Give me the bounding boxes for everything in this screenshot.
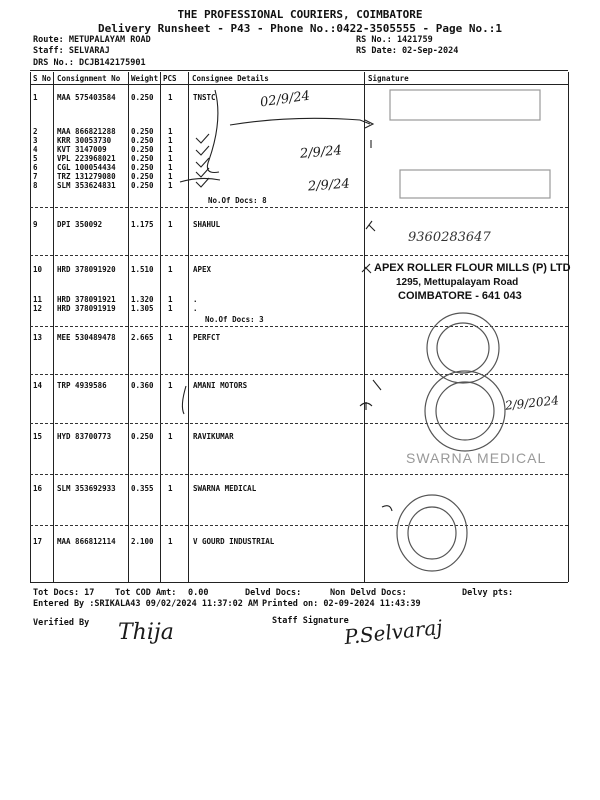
row-consignment: MAA 866821288 — [57, 127, 116, 136]
header-weight: Weight — [131, 74, 159, 83]
row-consignment: MAA 866812114 — [57, 537, 116, 546]
row-pcs: 1 — [168, 484, 173, 493]
row-consignee: . — [193, 304, 198, 313]
group-doc-count: No.Of Docs: 3 — [205, 315, 264, 324]
stamp-ring — [397, 495, 467, 571]
row-weight: 0.250 — [131, 145, 154, 154]
row-pcs: 1 — [168, 127, 173, 136]
table-top-rule — [30, 70, 568, 71]
handwritten-phone: 9360283647 — [408, 230, 491, 245]
row-consignment: HYD 83700773 — [57, 432, 112, 441]
row-consignment: MEE 530489478 — [57, 333, 116, 342]
row-separator — [30, 525, 568, 526]
row-weight: 1.175 — [131, 220, 154, 229]
row-weight: 0.250 — [131, 154, 154, 163]
row-separator — [30, 423, 568, 424]
row-pcs: 1 — [168, 145, 173, 154]
total-cod-value: 0.00 — [188, 588, 209, 598]
rs-date: RS Date: 02-Sep-2024 — [356, 46, 459, 56]
row-weight: 0.250 — [131, 172, 154, 181]
header-signature: Signature — [368, 74, 409, 83]
row-weight: 1.510 — [131, 265, 154, 274]
row-sno: 13 — [33, 333, 43, 342]
row-sno: 6 — [33, 163, 38, 172]
apex-stamp-line2: 1295, Mettupalayam Road — [396, 277, 519, 288]
row-consignee: . — [193, 295, 198, 304]
row-consignee: V GOURD INDUSTRIAL — [193, 537, 275, 546]
row-sno: 4 — [33, 145, 38, 154]
row-sno: 14 — [33, 381, 43, 390]
row-sno: 3 — [33, 136, 38, 145]
row-sno: 17 — [33, 537, 43, 546]
row-weight: 0.250 — [131, 127, 154, 136]
row-weight: 0.250 — [131, 432, 154, 441]
row-sno: 1 — [33, 93, 38, 102]
drs-number: DRS No.: DCJB142175901 — [33, 58, 146, 68]
non-delivered-docs: Non Delvd Docs: — [330, 588, 407, 598]
rs-number: RS No.: 1421759 — [356, 35, 433, 45]
entered-by: Entered By :SRIKALA43 09/02/2024 11:37:02 AM — [33, 599, 259, 609]
table-header-rule — [30, 84, 568, 85]
table-bottom-rule — [30, 582, 568, 583]
header-sno: S No — [33, 74, 52, 83]
row-consignee: AMANI MOTORS — [193, 381, 248, 390]
tick-mark — [196, 178, 209, 187]
row-consignment: MAA 575403584 — [57, 93, 116, 102]
route-label: Route: METUPALAYAM ROAD — [33, 35, 151, 45]
cross-mark — [366, 221, 375, 231]
row-consignment: TRZ 131279080 — [57, 172, 116, 181]
tick-mark — [196, 146, 209, 155]
row-pcs: 1 — [168, 172, 173, 181]
row-weight: 0.250 — [131, 181, 154, 190]
row-pcs: 1 — [168, 93, 173, 102]
apex-stamp-line3: COIMBATORE - 641 043 — [398, 290, 522, 302]
row-weight: 0.250 — [131, 93, 154, 102]
row-consignment: HRD 378091919 — [57, 304, 116, 313]
row-sno: 8 — [33, 181, 38, 190]
staff-signature: P.Selvaraj — [343, 614, 444, 650]
row-sno: 10 — [33, 265, 43, 274]
col-divider — [568, 72, 569, 582]
group-doc-count: No.Of Docs: 8 — [208, 196, 267, 205]
row-pcs: 1 — [168, 381, 173, 390]
row-consignee: SHAHUL — [193, 220, 221, 229]
row-weight: 0.360 — [131, 381, 154, 390]
arrow-head — [365, 120, 373, 128]
row-weight: 0.250 — [131, 136, 154, 145]
col-divider — [128, 72, 129, 582]
arrow-stroke — [180, 178, 220, 182]
row-weight: 0.250 — [131, 163, 154, 172]
col-divider — [188, 72, 189, 582]
row-consignee: APEX — [193, 265, 212, 274]
row-consignment: TRP 4939586 — [57, 381, 107, 390]
row-consignment: SLM 353624831 — [57, 181, 116, 190]
handwritten-date: 2/9/2024 — [504, 393, 560, 413]
brace-stroke — [207, 90, 219, 173]
cross-mark — [360, 402, 372, 410]
printed-on: Printed on: 02-09-2024 11:43:39 — [262, 599, 421, 609]
row-weight: 1.305 — [131, 304, 154, 313]
row-separator — [30, 207, 568, 208]
header-consignment: Consignment No — [57, 74, 121, 83]
row-weight: 2.665 — [131, 333, 154, 342]
row-sno: 2 — [33, 127, 38, 136]
staff-label: Staff: SELVARAJ — [33, 46, 110, 56]
stamp-ring — [425, 371, 505, 451]
header-pcs: PCS — [163, 74, 177, 83]
row-pcs: 1 — [168, 154, 173, 163]
row-consignment: KVT 3147009 — [57, 145, 107, 154]
tick-mark — [196, 158, 209, 167]
col-divider — [30, 72, 31, 582]
swarna-stamp: SWARNA MEDICAL — [406, 450, 547, 466]
row-pcs: 1 — [168, 333, 173, 342]
row-sno: 12 — [33, 304, 43, 313]
row-pcs: 1 — [168, 537, 173, 546]
row-consignment: VPL 223968021 — [57, 154, 116, 163]
tick-mark — [196, 134, 209, 143]
row-weight: 0.355 — [131, 484, 154, 493]
tick-mark — [196, 168, 209, 177]
row-consignment: DPI 350092 — [57, 220, 103, 229]
row-sno: 11 — [33, 295, 43, 304]
row-separator — [30, 474, 568, 475]
verified-by-label: Verified By — [33, 618, 90, 628]
row-separator — [30, 326, 568, 327]
verifier-signature: Thija — [118, 620, 174, 645]
row-sno: 7 — [33, 172, 38, 181]
row-sno: 15 — [33, 432, 43, 441]
row-pcs: 1 — [168, 304, 173, 313]
row-pcs: 1 — [168, 432, 173, 441]
row-pcs: 1 — [168, 295, 173, 304]
staff-signature-label: Staff Signature — [272, 616, 349, 626]
row-consignment: CGL 100054434 — [57, 163, 116, 172]
row-separator — [30, 374, 568, 375]
row-sno: 9 — [33, 220, 38, 229]
row-weight: 1.320 — [131, 295, 154, 304]
handwritten-date: 02/9/24 — [259, 88, 311, 111]
row-consignee: PERFCT — [193, 333, 221, 342]
col-divider — [364, 72, 365, 582]
row-pcs: 1 — [168, 136, 173, 145]
stamp-ring — [427, 313, 499, 383]
delivery-points: Delvy pts: — [462, 588, 514, 598]
handwritten-date: 2/9/24 — [299, 143, 343, 162]
row-consignment: KRR 30053730 — [57, 136, 112, 145]
arrow-stroke — [230, 118, 370, 125]
row-consignment: HRD 378091921 — [57, 295, 116, 304]
row-separator — [30, 255, 568, 256]
row-pcs: 1 — [168, 181, 173, 190]
total-cod-label: Tot COD Amt: — [115, 588, 177, 598]
col-divider — [160, 72, 161, 582]
row-consignee: SWARNA MEDICAL — [193, 484, 257, 493]
delivered-docs: Delvd Docs: — [245, 588, 302, 598]
apex-stamp-line1: APEX ROLLER FLOUR MILLS (P) LTD — [374, 262, 571, 274]
row-consignee: RAVIKUMAR — [193, 432, 234, 441]
row-pcs: 1 — [168, 163, 173, 172]
row-sno: 5 — [33, 154, 38, 163]
row-consignee: TNSTC — [193, 93, 216, 102]
total-docs: Tot Docs: 17 — [33, 588, 95, 598]
row-pcs: 1 — [168, 220, 173, 229]
row-pcs: 1 — [168, 265, 173, 274]
company-title: THE PROFESSIONAL COURIERS, COIMBATORE — [177, 8, 423, 21]
row-consignment: HRD 378091920 — [57, 265, 116, 274]
runsheet-subtitle: Delivery Runsheet - P43 - Phone No.:0422-3505555 - Page No.:1 — [98, 22, 502, 35]
handwritten-date: 2/9/24 — [307, 176, 351, 195]
col-divider — [53, 72, 54, 582]
row-consignment: SLM 353692933 — [57, 484, 116, 493]
row-weight: 2.100 — [131, 537, 154, 546]
header-consignee: Consignee Details — [192, 74, 269, 83]
row-sno: 16 — [33, 484, 43, 493]
